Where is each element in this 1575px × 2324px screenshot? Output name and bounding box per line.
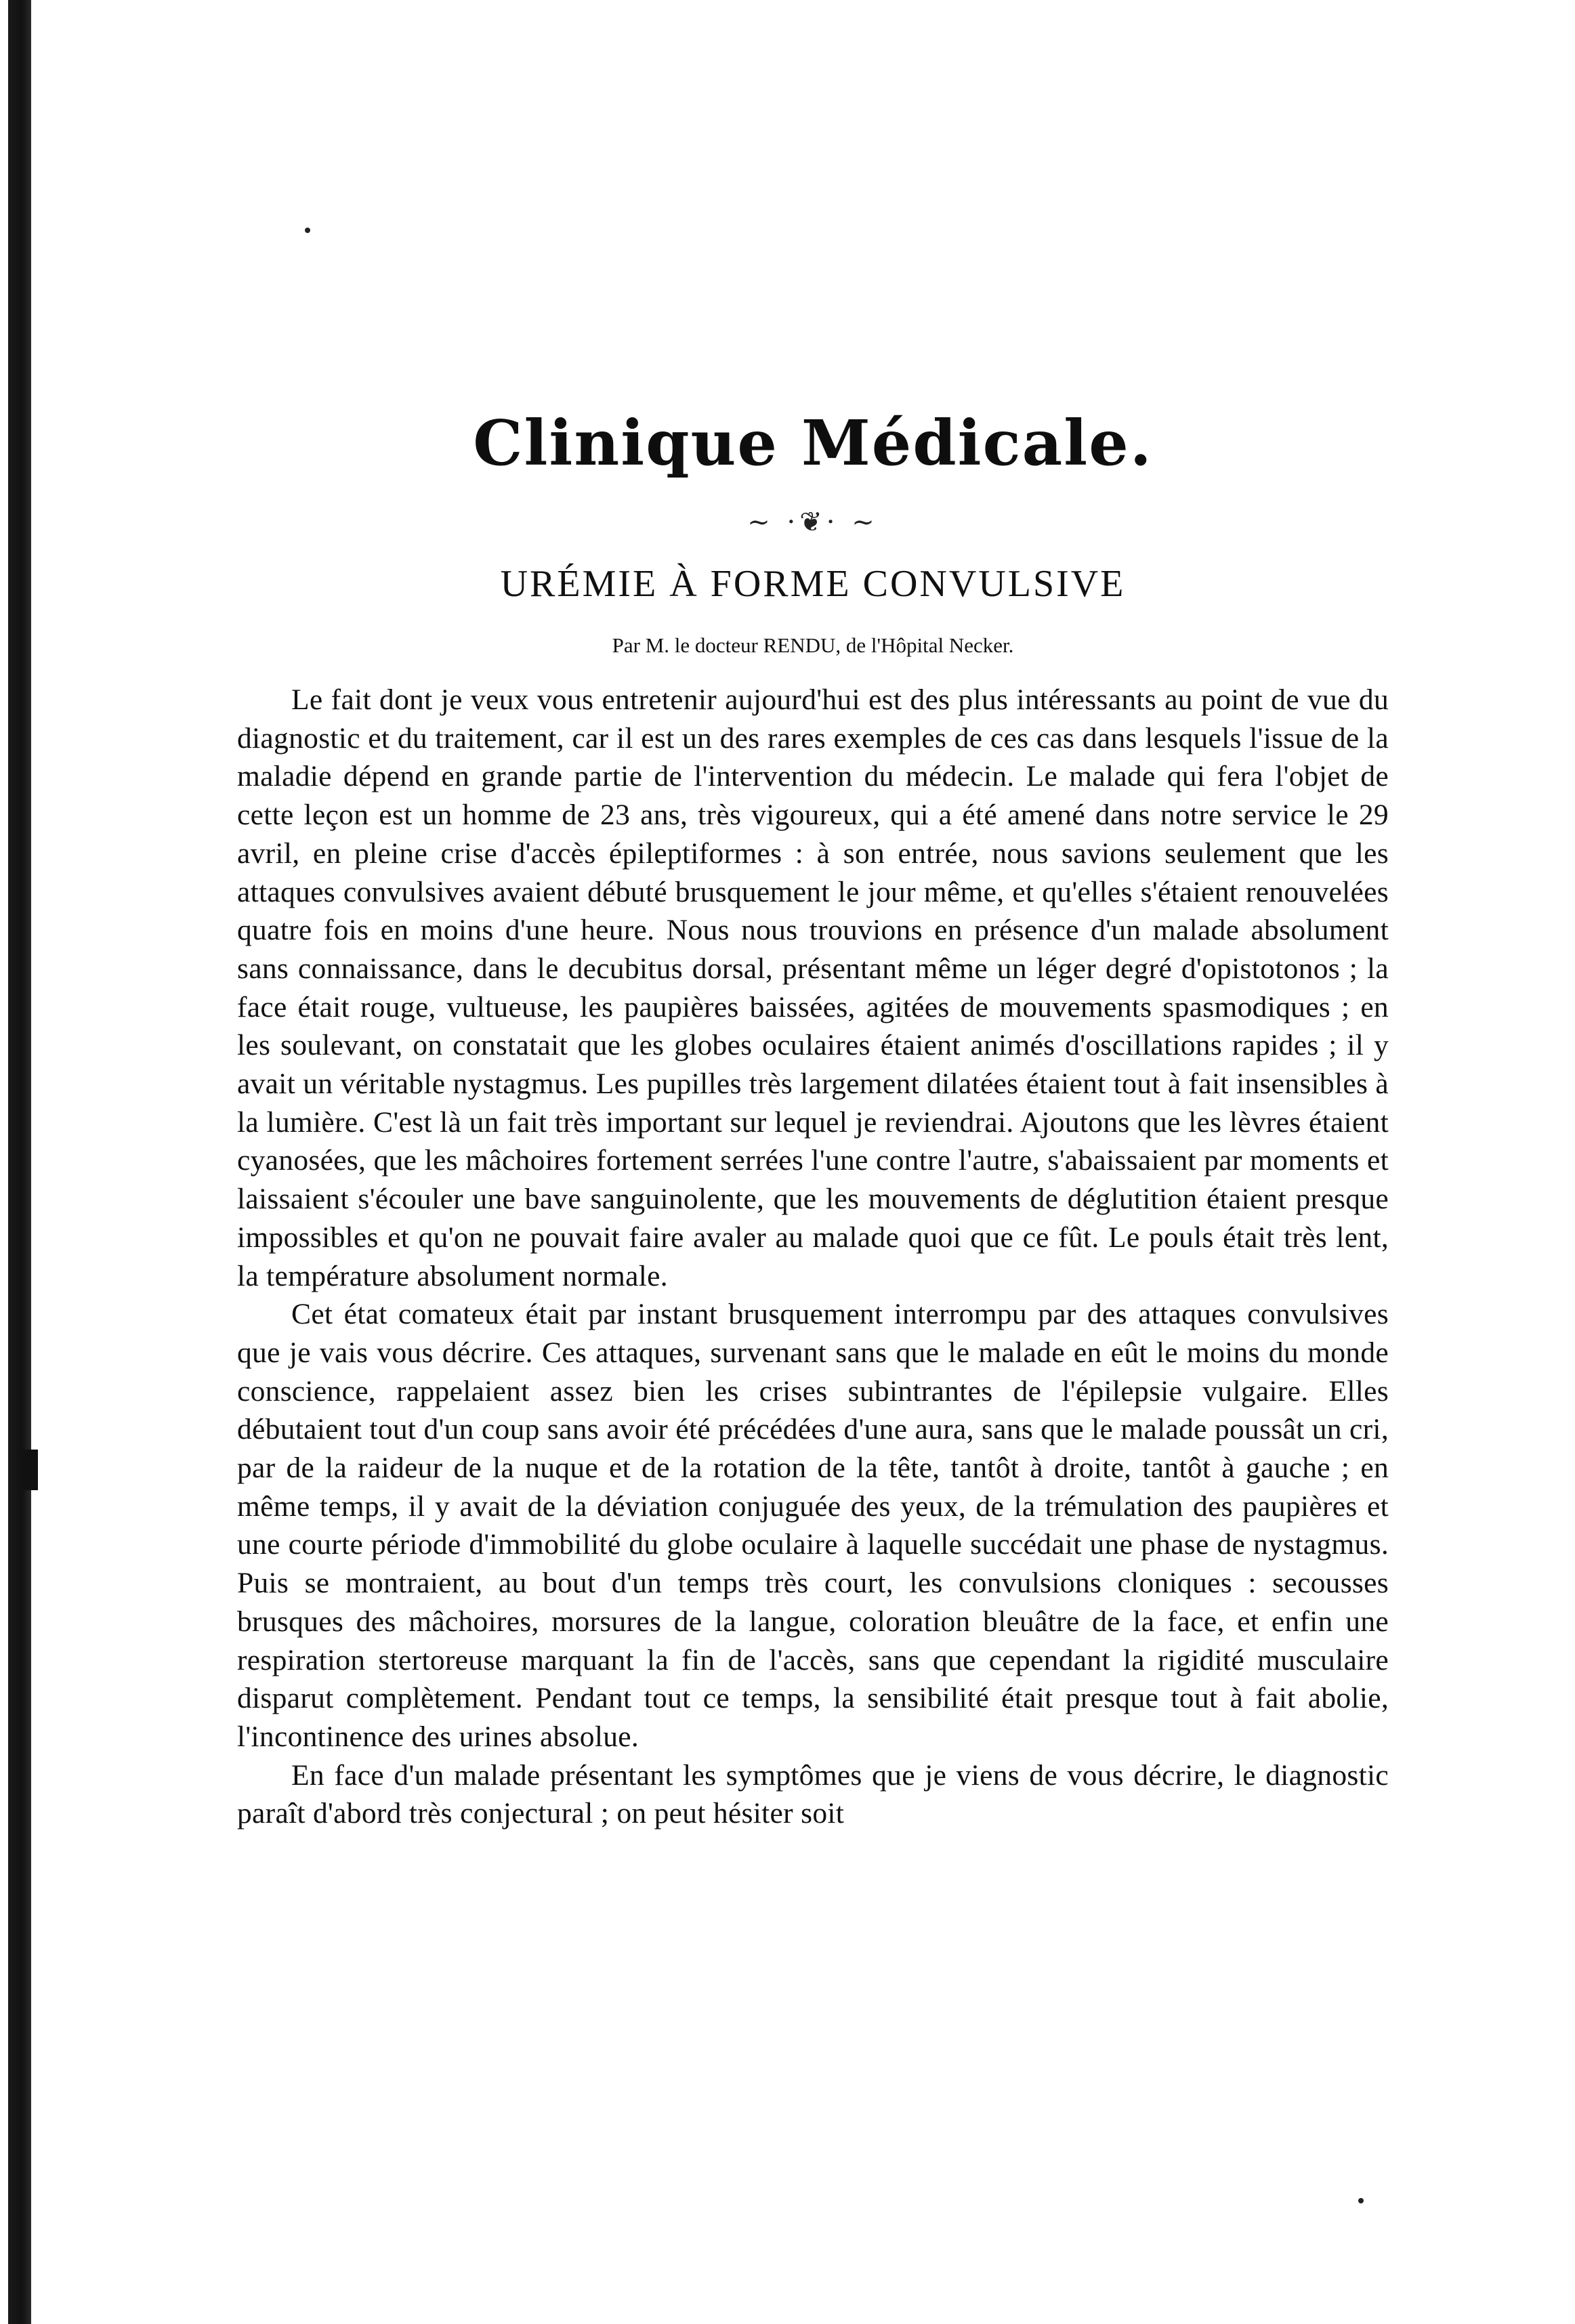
article-body (237, 681, 1389, 1833)
page (237, 0, 1389, 2324)
scan-edge-mark (23, 1450, 38, 1490)
paragraph: Le fait dont je veux vous entretenir aujourd'hui est des plus intéressants au point de vue du diagnostic et du traitement, car il est un des rares exemples de ces cas dans lesquels l'issue de la maladie dépend en grande partie de l'intervention du médecin. Le malade qui fera l'objet de cette leçon est un homme de 23 ans, très vigoureux, qui a été amené dans notre service le 29 avril, en pleine crise d'accès épileptiformes : à son entrée, nous savions seulement que les attaques convulsives avaient débuté brusquement le jour même, et qu'elles s'étaient renouvelées quatre fois en moins d'une heure. Nous nous trouvions en présence d'un malade absolument sans connaissance, dans le decubitus dorsal, présentant même un léger degré d'opistotonos ; la face était rouge, vultueuse, les paupières baissées, agitées de mouvements spasmodiques ; en les soulevant, on constatait que les globes oculaires étaient animés d'oscillations rapides ; il y avait un véritable nystagmus. Les pupilles très largement dilatées étaient tout à fait insensibles à la lumière. C'est là un fait très important sur lequel je reviendrai. Ajoutons que les lèvres étaient cyanosées, que les mâchoires fortement serrées l'une contre l'autre, s'abaissaient par moments et laissaient s'écouler une bave sanguinolente, que les mouvements de déglutition étaient presque impossibles et qu'on ne pouvait faire avaler au malade quoi que ce fût. Le pouls était très lent, la température absolument normale. (237, 683, 1389, 1292)
paragraph: Cet état comateux était par instant brusquement interrompu par des attaques convulsives que je vais vous décrire. Ces attaques, survenant sans que le malade en eût le moins du monde conscience, rappelaient assez bien les crises subintrantes de l'épilepsie vulgaire. Elles débutaient tout d'un coup sans avoir été précédées d'une aura, sans que le malade poussât un cri, par de la raideur de la nuque et de la rotation de la tête, tantôt à droite, tantôt à gauche ; en même temps, il y avait de la déviation conjuguée des yeux, de la trémulation des paupières et une courte période d'immobilité du globe oculaire à laquelle succédait une phase de nystagmus. Puis se montraient, au bout d'un temps très court, les convulsions cloniques : secousses brusques des mâchoires, morsures de la langue, coloration bleuâtre de la face, et enfin une respiration stertoreuse marquant la fin de l'accès, sans que cependant la rigidité musculaire disparut complètement. Pendant tout ce temps, la sensibilité était presque tout à fait abolie, l'incontinence des urines absolue. (237, 1298, 1389, 1753)
paragraph: En face d'un malade présentant les symptômes que je viens de vous décrire, le diagnostic paraît d'abord très conjectural ; on peut hésiter soit (237, 1758, 1389, 1830)
section-masthead: Clinique Médicale. (473, 406, 1153, 480)
scan-edge (8, 0, 31, 2324)
byline: Par M. le docteur RENDU, de l'Hôpital Necker. (612, 633, 1014, 657)
article-title: URÉMIE À FORME CONVULSIVE (500, 563, 1126, 605)
ornament: ~ ·❦· ~ (747, 507, 879, 538)
